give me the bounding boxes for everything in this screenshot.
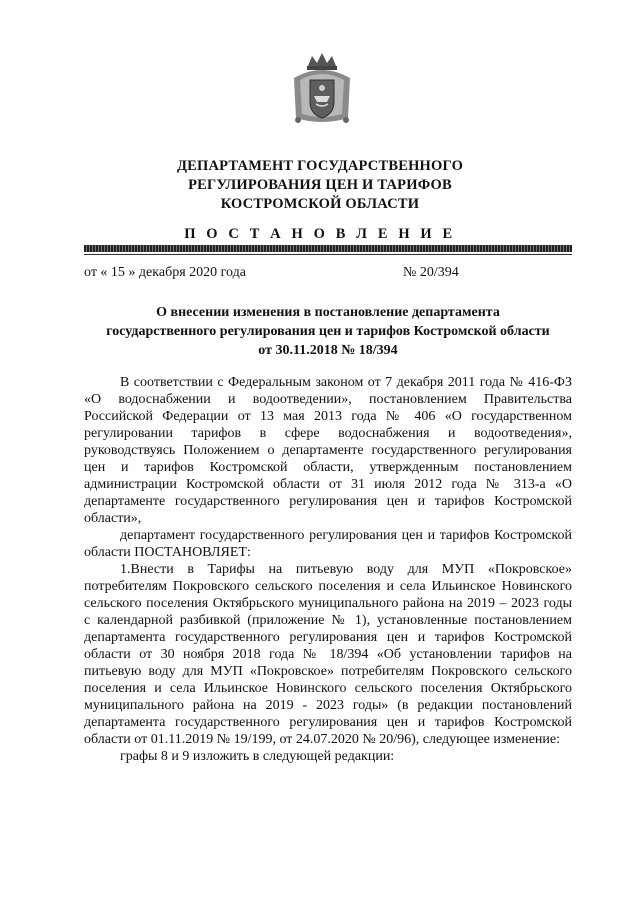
header-divider-thin <box>84 254 572 255</box>
body-paragraph: департамент государственного регулирования цен и тарифов Костромской области ПОСТАНОВЛЯЕТ: <box>84 528 572 560</box>
document-type: П О С Т А Н О В Л Е Н И Е <box>184 226 456 242</box>
organization-name <box>0 157 640 214</box>
coat-of-arms-icon <box>290 52 354 128</box>
body-paragraph: графы 8 и 9 изложить в следующей редакции: <box>120 749 395 764</box>
subject-line: государственного регулирования цен и тарифов Костромской области <box>106 324 550 339</box>
org-line: КОСТРОМСКОЙ ОБЛАСТИ <box>220 196 420 212</box>
document-body <box>84 374 572 765</box>
subject-line: О внесении изменения в постановление департамента <box>156 305 500 320</box>
document-date: от « 15 » декабря 2020 года <box>84 265 246 280</box>
org-line: РЕГУЛИРОВАНИЯ ЦЕН И ТАРИФОВ <box>188 177 452 193</box>
body-paragraph: 1.Внести в Тарифы на питьевую воду для МУП «Покровское» потребителям Покровского сельского поселения и села Ильинское Новинского сельского поселения Октябрьского муниципального района на 2019 – 2023 годы с календарной разбивкой (приложение № 1), установленные постановлением департамента государственного регулирования цен и тарифов Костромской области от 30 ноября 2018 года № 18/394 «Об установлении тарифов на питьевую воду для МУП «Покровское» потребителям Покровского сельского поселения и села Ильинское Новинского сельского поселения Октябрьского муниципального района на 2019 - 2023 годы» (в редакции постановлений департамента государственного регулирования цен и тарифов Костромской области от 01.11.2019 № 19/199, от 24.07.2020 № 20/96), следующее изменение: <box>84 562 572 747</box>
org-line: ДЕПАРТАМЕНТ ГОСУДАРСТВЕННОГО <box>176 158 464 174</box>
body-paragraph: В соответствии с Федеральным законом от 7 декабря 2011 года № 416-ФЗ «О водоснабжении и водоотведении», постановлением Правительства Российской Федерации от 13 мая 2013 года № 406 «О государственном регулировании тарифов в сфере водоснабжения и водоотведения», руководствуясь Положением о департаменте государственного регулирования цен и тарифов Костромской области, утвержденным постановлением администрации Костромской области от 31 июля 2012 года № 313-а «О департаменте государственного регулирования цен и тарифов Костромской области», <box>84 375 572 526</box>
document-subject <box>84 303 572 360</box>
document-number: № 20/394 <box>403 265 459 280</box>
header-divider <box>84 245 572 252</box>
subject-line: от 30.11.2018 № 18/394 <box>258 343 398 358</box>
